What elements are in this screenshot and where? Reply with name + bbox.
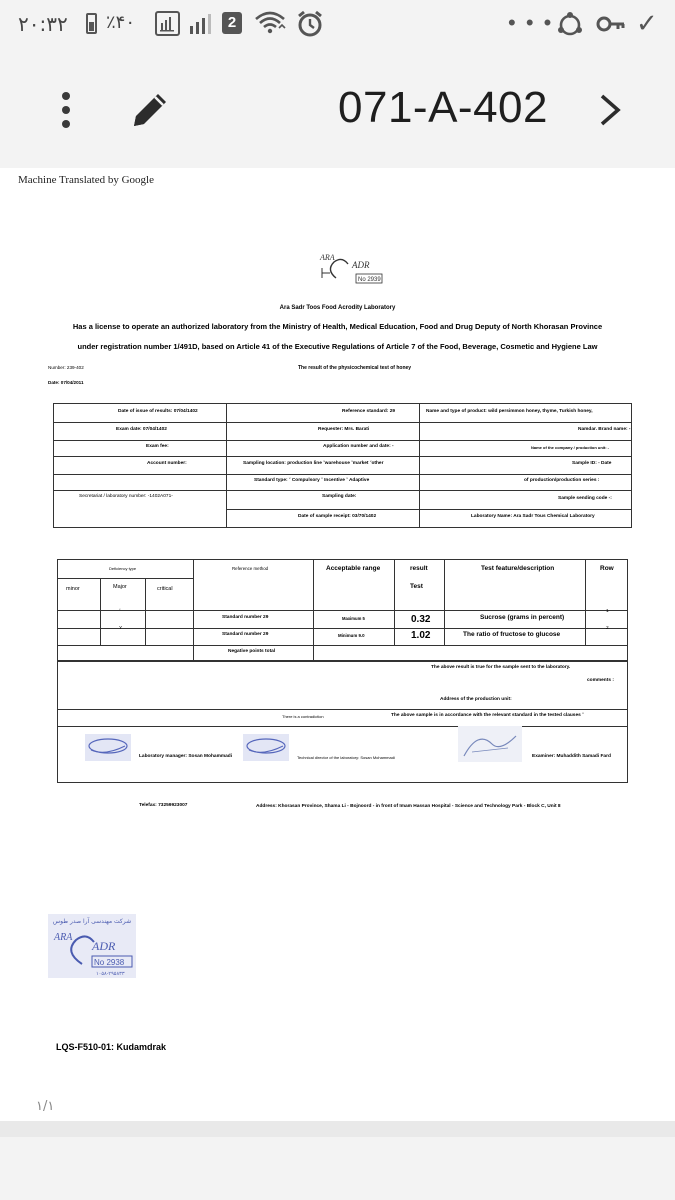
header-major: Major: [113, 584, 127, 590]
info-secretariat: Secretariat / laboratory number: -1402A071-: [79, 494, 173, 499]
row2-major: Y: [119, 626, 123, 631]
negative-points-total: Negative points total: [228, 649, 276, 654]
info-application-number: Application number and date: -: [323, 444, 394, 449]
sync-icon: [556, 11, 584, 44]
address: Address: Khorasan Province, Shama Li - Bojnoord - in front of Imam Hassan Hospital - Science and Technology Park - Block C, Unit 8: [256, 804, 561, 809]
signal-box-icon: [155, 11, 180, 36]
info-brand-name: Namdar. Brand name: -: [578, 427, 631, 432]
svg-text:No 2938: No 2938: [94, 958, 125, 967]
svg-text:ARA: ARA: [54, 932, 73, 943]
statement-accordance: The above sample is in accordance with the relevant standard in the tested clauses ˇ: [391, 713, 584, 718]
row2-result: 1.02: [411, 630, 431, 641]
header-feature: Test feature/description: [481, 565, 555, 572]
header-acceptable-range: Acceptable range: [326, 565, 381, 572]
info-laboratory-name: Laboratory Name: Ara Sadr Tous Chemical Laboratory: [471, 514, 595, 519]
info-exam-date: Exam date: 07/04/1402: [116, 427, 167, 432]
info-sample-sending-code: Sample sending code -:: [558, 496, 612, 501]
lab-name: Ara Sadr Toos Food Acrodity Laboratory: [279, 305, 396, 311]
company-stamp: [48, 914, 136, 978]
row1-reference: Standard number 29: [222, 615, 269, 620]
info-date-of-receipt: Date of sample receipt: 03/70/1402: [298, 514, 377, 519]
row2-reference: Standard number 29: [222, 632, 269, 637]
key-icon: [596, 13, 626, 40]
more-vert-icon[interactable]: [50, 88, 84, 132]
info-account-number: Account number:: [147, 461, 187, 466]
signal-icon: [188, 14, 214, 41]
row2-feature: The ratio of fructose to glucose: [463, 631, 561, 638]
info-exam-fee: Exam fee:: [146, 444, 169, 449]
sim-icon: 2: [222, 12, 242, 34]
document-page: [0, 168, 675, 1121]
overflow-dots-icon: • • •: [508, 10, 554, 35]
svg-text:شرکت مهندسی آرا صدر طوس: شرکت مهندسی آرا صدر طوس: [52, 918, 132, 925]
row1-range: Maximum 5: [342, 616, 365, 621]
status-time: ۲۰:۳۲: [18, 12, 68, 36]
svg-text:۱۰۵۸-۲۹۵۸۳۳: ۱۰۵۸-۲۹۵۸۳۳: [96, 971, 125, 977]
signature-technical-director-label: Technical director of the laboratory: Sosan Mohammadi: [297, 755, 395, 760]
header-result: result: [410, 565, 428, 572]
document-date: Date: 07/04/2011: [48, 380, 84, 385]
row1-feature: Sucrose (grams in percent): [480, 614, 565, 621]
wifi-icon: [254, 10, 286, 41]
machine-translated-label: Machine Translated by Google: [18, 174, 154, 186]
signature-technical-director: [243, 734, 289, 761]
info-requester: Requester: Mrs. Barati: [318, 427, 370, 432]
row1-major: ˇ: [119, 609, 121, 614]
statement-comments: comments :: [587, 678, 614, 683]
statement-address-unit: Address of the production unit:: [440, 697, 512, 702]
bottom-band: [0, 1121, 675, 1137]
info-sample-id: Sample ID: - Date: [572, 461, 612, 466]
info-production-series: of production/production series :: [524, 478, 600, 483]
document-number: Number: 239-402: [48, 365, 84, 370]
edit-pencil-icon[interactable]: [126, 86, 174, 134]
chevron-right-icon[interactable]: [592, 90, 628, 130]
info-reference-standard: Reference standard: 29: [342, 409, 396, 414]
signature-lab-manager: [85, 734, 131, 761]
info-product-name: Name and type of product: wild persimmon honey, thyme, Turkish honey,: [426, 409, 593, 414]
license-line-1: Has a license to operate an authorized laboratory from the Ministry of Health, Medical Education, Food and Drug Deputy of North Khorasan Province: [72, 322, 603, 331]
header-deficiency-type: Deficiency type: [109, 566, 137, 571]
row1-result: 0.32: [411, 614, 431, 625]
svg-text:ADR: ADR: [352, 260, 370, 270]
header-critical: critical: [157, 586, 173, 592]
statement-true-result: The above result is true for the sample sent to the laboratory.: [431, 665, 571, 670]
battery-icon: [86, 13, 97, 34]
app-bar: [0, 50, 675, 168]
row2-range: Minimum 9.0: [338, 633, 365, 638]
page-number: ۱/۱: [36, 1099, 55, 1114]
svg-text:ADR: ADR: [92, 939, 116, 953]
row1-number: 1: [606, 609, 609, 614]
row2-number: 2: [606, 626, 609, 631]
form-code: LQS-F510-01: Kudamdrak: [56, 1042, 167, 1052]
document-title: 071-A-402: [338, 83, 548, 132]
signature-examiner-label: Examiner: Muhaddith Samadi Fard: [532, 754, 611, 759]
bottom-bar: [0, 1121, 675, 1200]
statements-box: [57, 661, 628, 783]
signature-examiner: [458, 726, 522, 762]
result-title: The result of the physicochemical test of honey: [298, 365, 412, 371]
check-icon: ✓: [636, 9, 658, 39]
svg-text:ARA: ARA: [320, 253, 335, 262]
header-test: Test: [410, 583, 423, 590]
alarm-icon: [296, 10, 324, 43]
lab-logo: [318, 248, 384, 284]
header-reference-method: Reference method: [232, 566, 269, 571]
telefax: Telefax: 73259923007: [139, 803, 188, 808]
battery-percentage: ٪۴۰: [106, 12, 136, 33]
signature-lab-manager-label: Laboratory manager: Sosan Mohammadi: [139, 754, 233, 759]
info-company-name: Name of the company / production unit: -: [531, 445, 609, 450]
header-row: Row: [600, 565, 614, 572]
header-minor: minor: [66, 586, 80, 592]
license-line-2: under registration number 1/491D, based on Article 41 of the Executive Regulations of Article 7 of the Food, Beverage, Cosmetic and Hygiene Law: [77, 342, 598, 351]
info-date-of-issue: Date of issue of results: 07/04/1402: [118, 409, 198, 414]
info-sampling-location: Sampling location: production line ˇwarehouse ˇmarket ˇother: [243, 461, 384, 466]
info-sampling-date: Sampling date:: [322, 494, 357, 499]
status-bar: [0, 0, 675, 50]
info-standard-type: Standard type: ˇ Compulsory ˇ Incentive ˇ Adaptive: [254, 478, 370, 483]
logo-number: No 2939: [358, 277, 381, 283]
statement-contradiction: There is a contradiction: [282, 714, 324, 719]
